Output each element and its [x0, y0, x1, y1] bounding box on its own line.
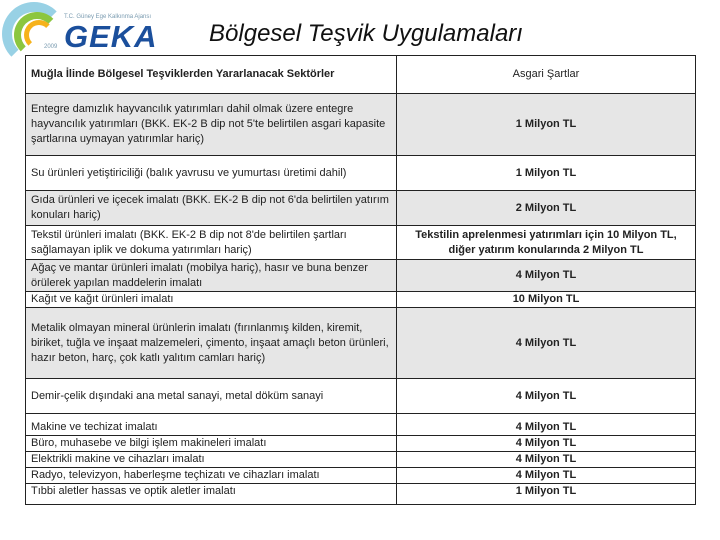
table-row — [26, 379, 696, 414]
sector-cell: Ağaç ve mantar ürünleri imalatı (mobilya hariç), hasır ve buna benzer örülerek yapılan maddelerin imalatı — [26, 260, 397, 292]
requirement-cell-group — [397, 414, 696, 505]
sector-cell: Gıda ürünleri ve içecek imalatı (BKK. EK-2 B dip not 6'da belirtilen yatırım konuları hariç) — [26, 191, 397, 226]
table-row — [26, 308, 696, 379]
requirement-cell: 1 Milyon TL — [397, 156, 696, 191]
header-sector: Muğla İlinde Bölgesel Teşviklerden Yararlanacak Sektörler — [26, 56, 397, 94]
requirement-item: 1 Milyon TL — [515, 484, 577, 497]
requirement-cell: 4 Milyon TL — [397, 308, 696, 379]
requirement-item: 4 Milyon TL — [397, 468, 695, 484]
requirement-cell: 4 Milyon TL — [397, 379, 696, 414]
logo-wordmark: GEKA — [64, 19, 158, 54]
table-row — [26, 260, 696, 292]
table-row — [26, 156, 696, 191]
requirement-item: 4 Milyon TL — [397, 420, 695, 436]
table-row — [26, 94, 696, 156]
sector-cell: Su ürünleri yetiştiriciliği (balık yavrusu ve yumurtası üretimi dahil) — [26, 156, 397, 191]
sector-cell-group — [26, 414, 397, 505]
requirement-cell: 4 Milyon TL — [397, 260, 696, 292]
logo-year: 2009 — [44, 44, 58, 50]
sector-item: Radyo, televizyon, haberleşme teçhizatı ve cihazları imalatı — [26, 468, 396, 484]
sector-item: Tıbbi aletler hassas ve optik aletler imalatı — [31, 484, 236, 497]
table-row-group — [26, 414, 696, 505]
sector-cell: Demir-çelik dışındaki ana metal sanayi, metal döküm sanayi — [26, 379, 397, 414]
sector-cell: Tekstil ürünleri imalatı (BKK. EK-2 B dip not 8'de belirtilen şartları sağlamayan iplik ve dokuma yatırımları hariç) — [26, 226, 397, 260]
requirement-cell: 1 Milyon TL — [397, 94, 696, 156]
sector-item: Büro, muhasebe ve bilgi işlem makineleri imalatı — [26, 436, 396, 452]
requirement-item: 4 Milyon TL — [397, 452, 695, 468]
sector-cell: Kağıt ve kağıt ürünleri imalatı — [26, 292, 397, 308]
sector-cell: Entegre damızlık hayvancılık yatırımları dahil olmak üzere entegre hayvancılık yatırımları (BKK. EK-2 B dip not 5'te belirtilen asgari kapasite şartlarına uymayan yatırımlar hariç) — [26, 94, 397, 156]
sector-item: Elektrikli makine ve cihazları imalatı — [26, 452, 396, 468]
table-row — [26, 226, 696, 260]
table-header-row — [26, 56, 696, 94]
requirement-cell: Tekstilin aprelenmesi yatırımları için 10 Milyon TL, diğer yatırım konularında 2 Milyon TL — [397, 226, 696, 260]
page-title: Bölgesel Teşvik Uygulamaları — [209, 20, 523, 47]
logo-tagline: T.C. Güney Ege Kalkınma Ajansı — [64, 14, 152, 20]
header-requirement: Asgari Şartlar — [397, 56, 696, 94]
requirement-cell: 2 Milyon TL — [397, 191, 696, 226]
sector-item: Makine ve techizat imalatı — [26, 420, 396, 436]
sector-cell: Metalik olmayan mineral ürünlerin imalatı (fırınlanmış kilden, kiremit, biriket, tuğla ve inşaat malzemeleri, çimento, inşaat amaçlı beton ürünleri, hazır beton, harç, çok katlı yalıtım camları hariç) — [26, 308, 397, 379]
incentive-table — [25, 55, 696, 505]
table-row — [26, 191, 696, 226]
table-row — [26, 292, 696, 308]
requirement-cell: 10 Milyon TL — [397, 292, 696, 308]
requirement-item: 4 Milyon TL — [397, 436, 695, 452]
